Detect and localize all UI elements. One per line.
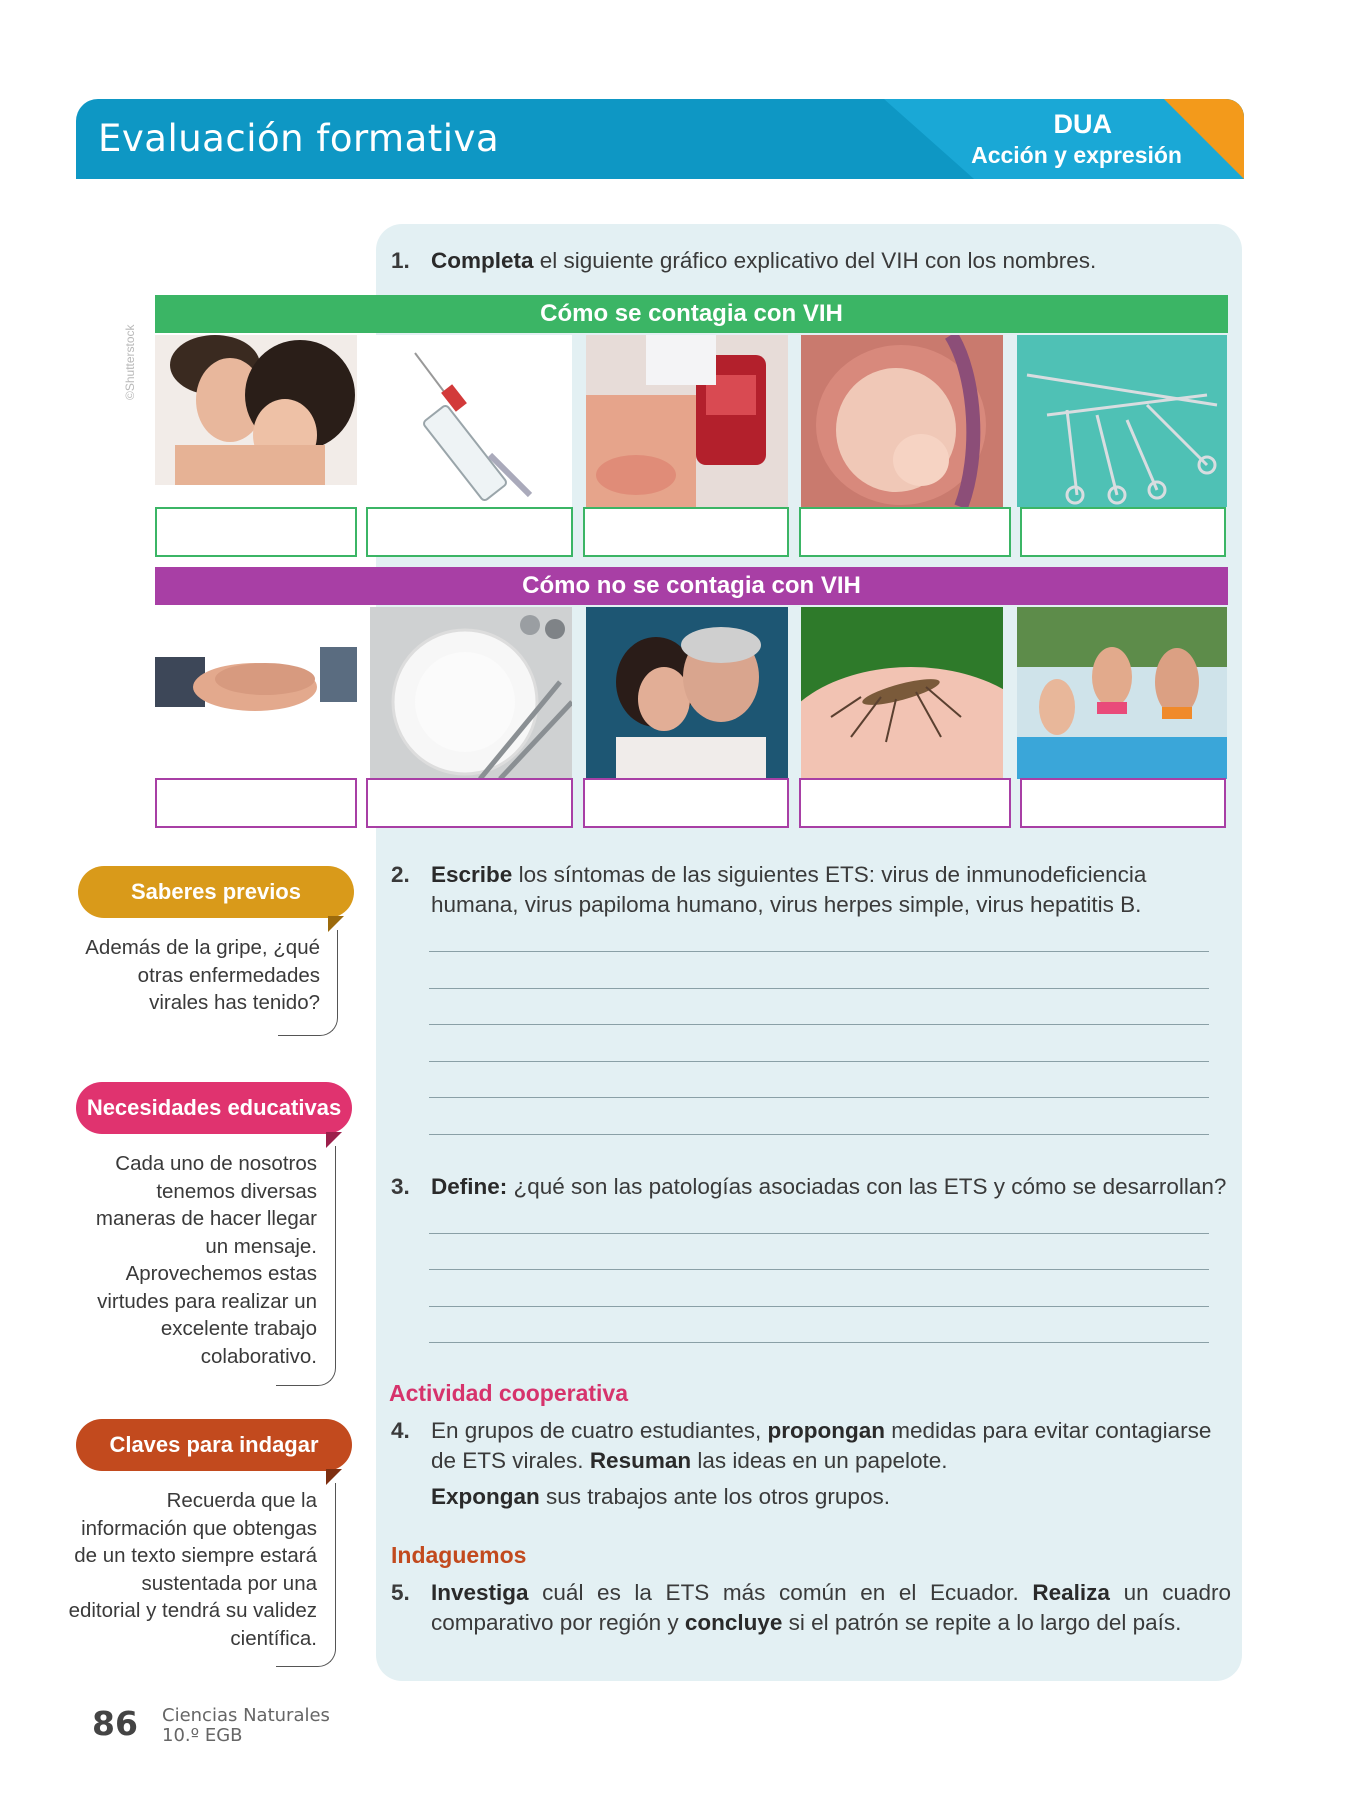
- question-verb: Completa: [431, 248, 534, 273]
- necesidades-educativas-title: Necesidades educativas: [86, 1095, 342, 1120]
- dua-subtitle: Acción y expresión: [971, 142, 1182, 168]
- writing-line[interactable]: [429, 1306, 1209, 1307]
- answer-box-contagia-5[interactable]: [1020, 507, 1226, 557]
- answer-box-contagia-2[interactable]: [366, 507, 573, 557]
- dua-title: DUA: [1053, 109, 1112, 139]
- no-contagia-title-bar: Cómo no se contagia con VIH: [155, 567, 1228, 605]
- handshake-image: [155, 607, 357, 779]
- writing-line[interactable]: [429, 1269, 1209, 1270]
- necesidades-educativas-text: Cada uno de nosotros tenemos diversas maneras de hacer llegar un mensaje. Aprovechemos estas virtudes para realizar un excelente trabajo colaborativo.: [95, 1152, 317, 1368]
- question-number: 5.: [391, 1580, 410, 1605]
- question-verb: Realiza: [1032, 1580, 1110, 1605]
- question-number: 2.: [391, 862, 410, 887]
- question-number: 4.: [391, 1418, 410, 1443]
- surgical-instruments-image: [1017, 335, 1227, 507]
- friends-pool-image: [1017, 607, 1227, 779]
- writing-line[interactable]: [429, 988, 1209, 989]
- saberes-previos-tab: [78, 866, 354, 918]
- answer-box-no-contagia-2[interactable]: [366, 778, 573, 828]
- fetus-in-womb-image: [801, 335, 1003, 507]
- writing-line[interactable]: [429, 1061, 1209, 1062]
- syringe-image: [370, 335, 572, 507]
- question-verb: propongan: [767, 1418, 885, 1443]
- question-4-continued: [431, 1482, 1231, 1512]
- question-verb: Expongan: [431, 1484, 540, 1509]
- writing-line[interactable]: [429, 1134, 1209, 1135]
- question-text: un cuadro comparativo por región y: [431, 1580, 1232, 1635]
- question-text: cuál es la ETS más común en el Ecuador.: [528, 1580, 1033, 1605]
- question-verb: Investiga: [431, 1580, 529, 1605]
- writing-line[interactable]: [429, 951, 1209, 952]
- question-text: ¿qué son las patologías asociadas con las ETS y cómo se desarrollan?: [507, 1174, 1227, 1199]
- couple-hug-image: [586, 607, 788, 779]
- question-verb: Escribe: [431, 862, 513, 887]
- answer-box-contagia-1[interactable]: [155, 507, 357, 557]
- couple-embrace-image: [155, 335, 357, 507]
- question-text: los síntomas de las siguientes ETS: virus de inmunodeficiencia humana, virus papiloma humano, virus herpes simple, virus hepatitis B.: [431, 862, 1147, 917]
- footer-subject: [162, 1706, 330, 1746]
- writing-line[interactable]: [429, 1097, 1209, 1098]
- contagia-title-bar: Cómo se contagia con VIH: [155, 295, 1228, 333]
- question-number: 3.: [391, 1174, 410, 1199]
- saberes-previos-title: Saberes previos: [131, 879, 301, 904]
- answer-box-contagia-3[interactable]: [583, 507, 789, 557]
- answer-box-no-contagia-5[interactable]: [1020, 778, 1226, 828]
- saberes-previos-text: Además de la gripe, ¿qué otras enfermedades virales has tenido?: [85, 936, 320, 1014]
- writing-line[interactable]: [429, 1024, 1209, 1025]
- question-text: las ideas en un papelote.: [691, 1448, 948, 1473]
- answer-box-no-contagia-4[interactable]: [799, 778, 1011, 828]
- page-title: Evaluación formativa: [98, 117, 500, 160]
- claves-para-indagar-text: Recuerda que la información que obtengas de un texto siempre estará sustentada por una editorial y tendrá su validez científica.: [68, 1489, 317, 1650]
- writing-line[interactable]: [429, 1233, 1209, 1234]
- question-text: sus trabajos ante los otros grupos.: [539, 1484, 890, 1509]
- question-text: si el patrón se repite a lo largo del país.: [782, 1610, 1182, 1635]
- plate-cutlery-image: [370, 607, 572, 779]
- page-header: [76, 99, 1244, 179]
- answer-box-no-contagia-3[interactable]: [583, 778, 789, 828]
- question-verb: Define:: [431, 1174, 508, 1199]
- claves-para-indagar-tab: [76, 1419, 352, 1471]
- image-credit: ©Shutterstock: [123, 324, 137, 400]
- question-text: el siguiente gráfico explicativo del VIH con los nombres.: [533, 248, 1097, 273]
- writing-line[interactable]: [429, 1342, 1209, 1343]
- footer-grade: 10.º EGB: [162, 1725, 243, 1746]
- footer-subject-name: Ciencias Naturales: [162, 1705, 330, 1726]
- necesidades-educativas-tab: [76, 1082, 352, 1134]
- question-verb: concluye: [684, 1610, 783, 1635]
- page-number: 86: [92, 1704, 138, 1743]
- answer-box-contagia-4[interactable]: [799, 507, 1011, 557]
- cooperativa-title: Actividad cooperativa: [389, 1380, 629, 1406]
- question-number: 1.: [391, 248, 410, 273]
- question-text: medidas para evitar contagiarse de ETS virales.: [431, 1418, 1212, 1473]
- question-text: En grupos de cuatro estudiantes,: [431, 1418, 768, 1443]
- question-verb: Resuman: [589, 1448, 692, 1473]
- claves-para-indagar-title: Claves para indagar: [109, 1432, 319, 1457]
- blood-transfusion-image: [586, 335, 788, 507]
- mosquito-image: [801, 607, 1003, 779]
- answer-box-no-contagia-1[interactable]: [155, 778, 357, 828]
- indaguemos-title: Indaguemos: [391, 1542, 527, 1568]
